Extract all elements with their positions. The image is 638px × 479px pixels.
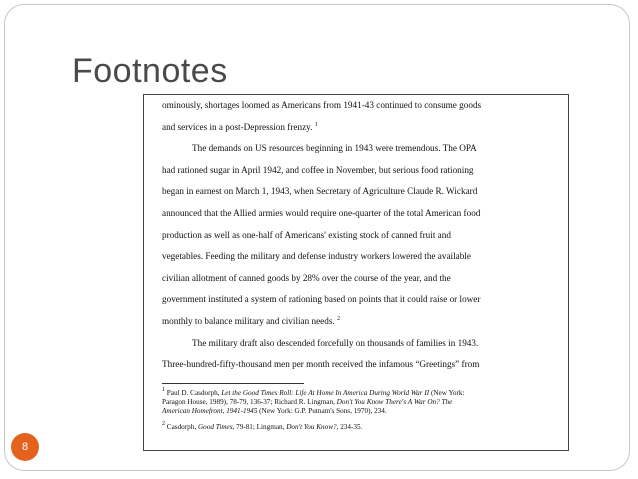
doc-line: and services in a post-Depression frenzy. $^1$ [162, 121, 318, 132]
doc-line: vegetables. Feeding the military and defense industry workers lowered the available [162, 251, 471, 262]
document-body [162, 99, 558, 380]
footnote-divider [162, 383, 304, 384]
footnotes [162, 389, 562, 438]
slide-title: Footnotes [72, 52, 228, 90]
doc-line: The demands on US resources beginning in 1943 were tremendous. The OPA [192, 143, 477, 154]
doc-line: ominously, shortages loomed as Americans from 1941-43 continued to consume goods [162, 100, 482, 110]
doc-line: had rationed sugar in April 1942, and coffee in November, but serious food rationing [162, 164, 474, 175]
doc-line: The military draft also descended forcefully on thousands of families in 1943. [192, 337, 479, 348]
doc-line: government instituted a system of rationing based on points that it could raise or lower [162, 294, 481, 305]
doc-line: Three-hundred-fifty-thousand men per month received the infamous “Greetings” from [162, 359, 480, 370]
document-excerpt [143, 94, 569, 451]
footnote-2: $^2$ Casdorph, Good Times, 79-81; Lingman, Don't You Know?, 234-35. [162, 420, 363, 431]
footnote-ref[interactable]: 1 [314, 121, 318, 128]
footnote-1: $^1$ Paul D. Casdorph, Let the Good Times Roll: Life At Home In America During World War II (New York: Paragon House, 1989), 78-79, 136-37; Richard R. Lingman, Don't You Know There's A War On? The American Homefront, 1941-1945 (New York: G.P. Putnam's Sons, 1970), 234. [162, 387, 465, 416]
doc-line: began in earnest on March 1, 1943, when Secretary of Agriculture Claude R. Wickard [162, 186, 478, 197]
doc-line: civilian allotment of canned goods by 28% over the course of the year, and the [162, 272, 451, 283]
doc-line: monthly to balance military and civilian needs. $^2$ [162, 315, 341, 326]
footnote-ref[interactable]: 2 [337, 315, 341, 322]
doc-line: production as well as one-half of Americans' existing stock of canned fruit and [162, 229, 451, 240]
doc-line: announced that the Allied armies would require one-quarter of the total American food [162, 207, 481, 218]
page-number-badge: 8 [11, 433, 39, 461]
